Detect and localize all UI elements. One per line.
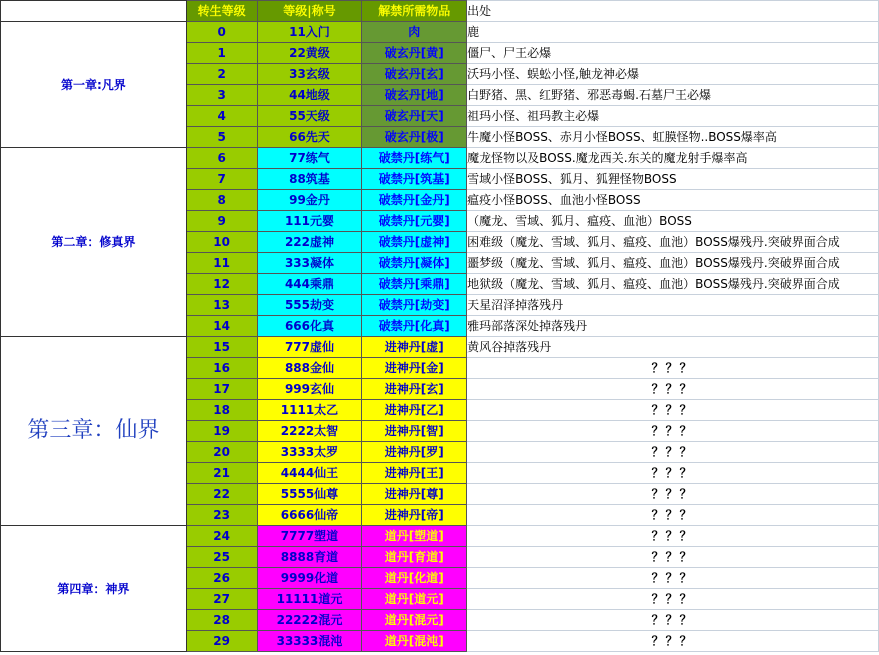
header-level[interactable]: 转生等级 bbox=[186, 1, 257, 22]
source-cell[interactable]: ？？？ bbox=[467, 358, 879, 379]
source-cell[interactable]: 僵尸、尸王必爆 bbox=[467, 43, 879, 64]
level-cell[interactable]: 15 bbox=[186, 337, 257, 358]
item-cell[interactable]: 破玄丹[极] bbox=[362, 127, 467, 148]
item-cell[interactable]: 道丹[混沌] bbox=[362, 631, 467, 652]
header-source[interactable]: 出处 bbox=[467, 1, 879, 22]
rank-cell[interactable]: 5555仙尊 bbox=[257, 484, 362, 505]
chapter-label[interactable]: 第三章：仙界 bbox=[1, 337, 187, 526]
item-cell[interactable]: 进神丹[乙] bbox=[362, 400, 467, 421]
source-cell[interactable]: 瘟疫小怪BOSS、血池小怪BOSS bbox=[467, 190, 879, 211]
level-cell[interactable]: 25 bbox=[186, 547, 257, 568]
item-cell[interactable]: 进神丹[金] bbox=[362, 358, 467, 379]
rank-cell[interactable]: 9999化道 bbox=[257, 568, 362, 589]
item-cell[interactable]: 破禁丹[金丹] bbox=[362, 190, 467, 211]
level-cell[interactable]: 21 bbox=[186, 463, 257, 484]
rank-cell[interactable]: 99金丹 bbox=[257, 190, 362, 211]
source-cell[interactable]: ？？？ bbox=[467, 547, 879, 568]
level-cell[interactable]: 17 bbox=[186, 379, 257, 400]
rank-cell[interactable]: 222虚神 bbox=[257, 232, 362, 253]
table-row bbox=[1, 337, 879, 358]
header-row bbox=[1, 1, 879, 22]
rank-cell[interactable]: 444乘鼎 bbox=[257, 274, 362, 295]
item-cell[interactable]: 破玄丹[玄] bbox=[362, 64, 467, 85]
rank-cell[interactable]: 999玄仙 bbox=[257, 379, 362, 400]
item-cell[interactable]: 进神丹[玄] bbox=[362, 379, 467, 400]
source-cell[interactable]: 困难级（魔龙、雪域、狐月、瘟疫、血池）BOSS爆残丹.突破界面合成 bbox=[467, 232, 879, 253]
rank-cell[interactable]: 22黄级 bbox=[257, 43, 362, 64]
level-cell[interactable]: 14 bbox=[186, 316, 257, 337]
item-cell[interactable]: 道丹[育道] bbox=[362, 547, 467, 568]
rank-cell[interactable]: 111元婴 bbox=[257, 211, 362, 232]
item-cell[interactable]: 破禁丹[练气] bbox=[362, 148, 467, 169]
source-cell[interactable]: ？？？ bbox=[467, 610, 879, 631]
level-cell[interactable]: 0 bbox=[186, 22, 257, 43]
level-cell[interactable]: 11 bbox=[186, 253, 257, 274]
item-cell[interactable]: 破玄丹[地] bbox=[362, 85, 467, 106]
rank-cell[interactable]: 11111道元 bbox=[257, 589, 362, 610]
header-rank[interactable]: 等级|称号 bbox=[257, 1, 362, 22]
source-cell[interactable]: 魔龙怪物以及BOSS.魔龙西关.东关的魔龙射手爆率高 bbox=[467, 148, 879, 169]
rank-cell[interactable]: 1111太乙 bbox=[257, 400, 362, 421]
level-cell[interactable]: 20 bbox=[186, 442, 257, 463]
item-cell[interactable]: 破禁丹[虚神] bbox=[362, 232, 467, 253]
source-cell[interactable]: ？？？ bbox=[467, 526, 879, 547]
level-cell[interactable]: 18 bbox=[186, 400, 257, 421]
level-cell[interactable]: 13 bbox=[186, 295, 257, 316]
item-cell[interactable]: 破禁丹[化真] bbox=[362, 316, 467, 337]
rank-cell[interactable]: 22222混元 bbox=[257, 610, 362, 631]
source-cell[interactable]: ？？？ bbox=[467, 421, 879, 442]
source-cell[interactable]: ？？？ bbox=[467, 484, 879, 505]
level-cell[interactable]: 22 bbox=[186, 484, 257, 505]
level-cell[interactable]: 19 bbox=[186, 421, 257, 442]
rank-cell[interactable]: 2222太智 bbox=[257, 421, 362, 442]
item-cell[interactable]: 进神丹[尊] bbox=[362, 484, 467, 505]
level-cell[interactable]: 28 bbox=[186, 610, 257, 631]
item-cell[interactable]: 进神丹[虚] bbox=[362, 337, 467, 358]
item-cell[interactable]: 道丹[化道] bbox=[362, 568, 467, 589]
source-cell[interactable]: 鹿 bbox=[467, 22, 879, 43]
table-row bbox=[1, 526, 879, 547]
source-cell[interactable]: 沃玛小怪、蜈蚣小怪,触龙神必爆 bbox=[467, 64, 879, 85]
rank-cell[interactable]: 4444仙王 bbox=[257, 463, 362, 484]
rank-cell[interactable]: 777虚仙 bbox=[257, 337, 362, 358]
source-cell[interactable]: 雅玛部落深处掉落残丹 bbox=[467, 316, 879, 337]
source-cell[interactable]: 雪域小怪BOSS、狐月、狐狸怪物BOSS bbox=[467, 169, 879, 190]
source-cell[interactable]: 白野猪、黑、红野猪、邪恶毒蝎.石墓尸王必爆 bbox=[467, 85, 879, 106]
level-cell[interactable]: 5 bbox=[186, 127, 257, 148]
rank-cell[interactable]: 77练气 bbox=[257, 148, 362, 169]
item-cell[interactable]: 破玄丹[黄] bbox=[362, 43, 467, 64]
level-cell[interactable]: 16 bbox=[186, 358, 257, 379]
source-cell[interactable]: ？？？ bbox=[467, 463, 879, 484]
table-row bbox=[1, 22, 879, 43]
rank-cell[interactable]: 33333混沌 bbox=[257, 631, 362, 652]
rank-cell[interactable]: 3333太罗 bbox=[257, 442, 362, 463]
item-cell[interactable]: 道丹[混元] bbox=[362, 610, 467, 631]
source-cell[interactable]: （魔龙、雪域、狐月、瘟疫、血池）BOSS bbox=[467, 211, 879, 232]
level-cell[interactable]: 12 bbox=[186, 274, 257, 295]
item-cell[interactable]: 进神丹[帝] bbox=[362, 505, 467, 526]
rank-cell[interactable]: 8888育道 bbox=[257, 547, 362, 568]
source-cell[interactable]: ？？？ bbox=[467, 505, 879, 526]
rank-cell[interactable]: 666化真 bbox=[257, 316, 362, 337]
item-cell[interactable]: 破禁丹[元婴] bbox=[362, 211, 467, 232]
rank-cell[interactable]: 333凝体 bbox=[257, 253, 362, 274]
rank-cell[interactable]: 555劫变 bbox=[257, 295, 362, 316]
rank-cell[interactable]: 11入门 bbox=[257, 22, 362, 43]
level-cell[interactable]: 8 bbox=[186, 190, 257, 211]
source-cell[interactable]: ？？？ bbox=[467, 568, 879, 589]
level-cell[interactable]: 2 bbox=[186, 64, 257, 85]
source-cell[interactable]: 噩梦级（魔龙、雪域、狐月、瘟疫、血池）BOSS爆残丹.突破界面合成 bbox=[467, 253, 879, 274]
rank-cell[interactable]: 66先天 bbox=[257, 127, 362, 148]
item-cell[interactable]: 破禁丹[凝体] bbox=[362, 253, 467, 274]
level-cell[interactable]: 1 bbox=[186, 43, 257, 64]
source-cell[interactable]: ？？？ bbox=[467, 631, 879, 652]
source-cell[interactable]: 黄风谷掉落残丹 bbox=[467, 337, 879, 358]
header-blank-cell[interactable] bbox=[1, 1, 187, 22]
item-cell[interactable]: 破禁丹[劫变] bbox=[362, 295, 467, 316]
source-cell[interactable]: 祖玛小怪、祖玛教主必爆 bbox=[467, 106, 879, 127]
source-cell[interactable]: 地狱级（魔龙、雪域、狐月、瘟疫、血池）BOSS爆残丹.突破界面合成 bbox=[467, 274, 879, 295]
source-cell[interactable]: ？？？ bbox=[467, 589, 879, 610]
level-cell[interactable]: 3 bbox=[186, 85, 257, 106]
chapter-label[interactable]: 第二章：修真界 bbox=[1, 148, 187, 337]
level-cell[interactable]: 7 bbox=[186, 169, 257, 190]
level-cell[interactable]: 24 bbox=[186, 526, 257, 547]
item-cell[interactable]: 破禁丹[筑基] bbox=[362, 169, 467, 190]
item-cell[interactable]: 进神丹[罗] bbox=[362, 442, 467, 463]
item-cell[interactable]: 破玄丹[天] bbox=[362, 106, 467, 127]
table-row bbox=[1, 148, 879, 169]
item-cell[interactable]: 进神丹[智] bbox=[362, 421, 467, 442]
level-cell[interactable]: 4 bbox=[186, 106, 257, 127]
item-cell[interactable]: 破禁丹[乘鼎] bbox=[362, 274, 467, 295]
rank-cell[interactable]: 7777塑道 bbox=[257, 526, 362, 547]
chapter-label[interactable]: 第四章：神界 bbox=[1, 526, 187, 652]
level-cell[interactable]: 29 bbox=[186, 631, 257, 652]
source-cell[interactable]: 牛魔小怪BOSS、赤月小怪BOSS、虹膜怪物..BOSS爆率高 bbox=[467, 127, 879, 148]
header-item[interactable]: 解禁所需物品 bbox=[362, 1, 467, 22]
level-cell[interactable]: 6 bbox=[186, 148, 257, 169]
item-cell[interactable]: 肉 bbox=[362, 22, 467, 43]
rank-cell[interactable]: 6666仙帝 bbox=[257, 505, 362, 526]
level-cell[interactable]: 10 bbox=[186, 232, 257, 253]
source-cell[interactable]: 天星沼泽掉落残丹 bbox=[467, 295, 879, 316]
item-cell[interactable]: 道丹[塑道] bbox=[362, 526, 467, 547]
level-cell[interactable]: 26 bbox=[186, 568, 257, 589]
rank-cell[interactable]: 888金仙 bbox=[257, 358, 362, 379]
source-cell[interactable]: ？？？ bbox=[467, 379, 879, 400]
rank-cell[interactable]: 88筑基 bbox=[257, 169, 362, 190]
source-cell[interactable]: ？？？ bbox=[467, 442, 879, 463]
item-cell[interactable]: 进神丹[王] bbox=[362, 463, 467, 484]
chapter-label[interactable]: 第一章:凡界 bbox=[1, 22, 187, 148]
level-cell[interactable]: 27 bbox=[186, 589, 257, 610]
source-cell[interactable]: ？？？ bbox=[467, 400, 879, 421]
level-cell[interactable]: 9 bbox=[186, 211, 257, 232]
item-cell[interactable]: 道丹[道元] bbox=[362, 589, 467, 610]
rank-cell[interactable]: 55天级 bbox=[257, 106, 362, 127]
level-cell[interactable]: 23 bbox=[186, 505, 257, 526]
rank-cell[interactable]: 33玄级 bbox=[257, 64, 362, 85]
rank-cell[interactable]: 44地级 bbox=[257, 85, 362, 106]
